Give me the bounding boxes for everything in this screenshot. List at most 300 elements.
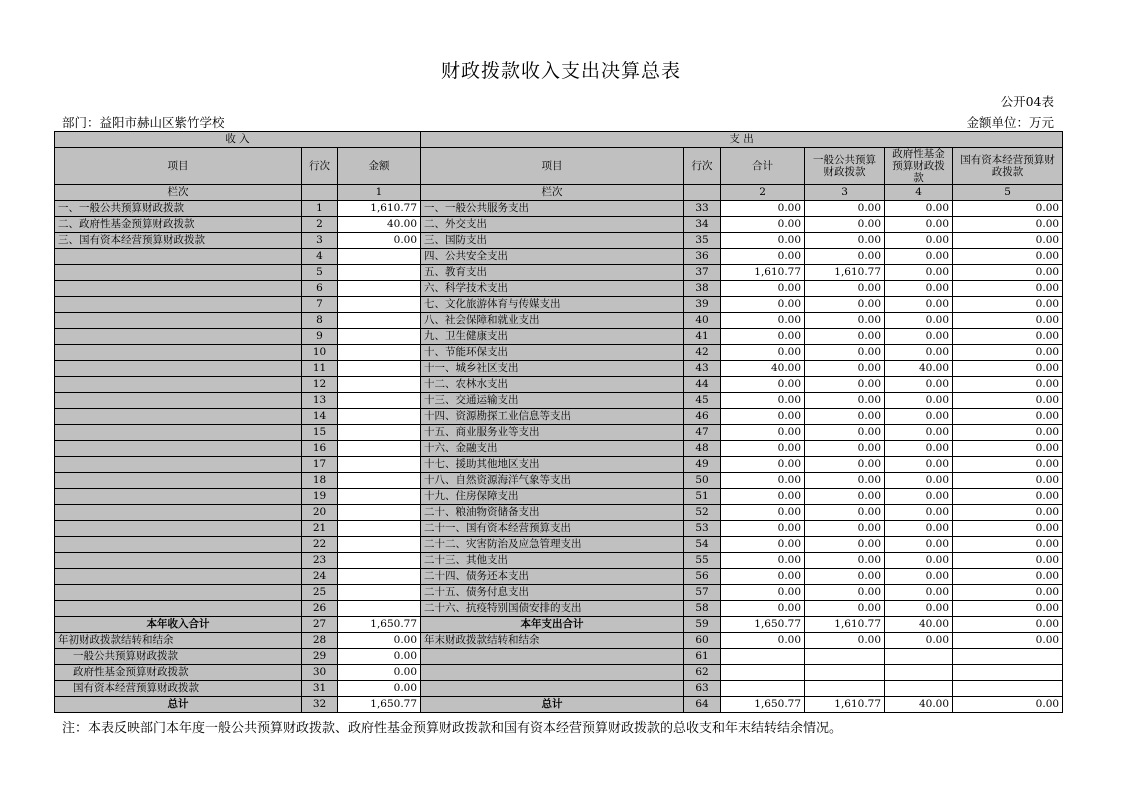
income-row-no-cell: 15 — [302, 425, 338, 441]
income-item-cell — [55, 361, 302, 377]
expense-row-no-cell: 50 — [684, 473, 721, 489]
income-row-no-cell: 9 — [302, 329, 338, 345]
blank-cell — [721, 649, 805, 665]
blank-cell — [721, 681, 805, 697]
income-amount-cell — [338, 569, 421, 585]
blank-cell — [805, 681, 885, 697]
table-row — [55, 505, 1063, 521]
table-row — [55, 233, 1063, 249]
income-amount-cell — [338, 377, 421, 393]
expense-item-cell: 十三、交通运输支出 — [421, 393, 684, 409]
gov-fund-cell: 0.00 — [885, 601, 953, 617]
expense-total-cell: 0.00 — [721, 217, 805, 233]
gov-fund-cell: 0.00 — [885, 537, 953, 553]
general-budget-header: 一般公共预算财政拨款 — [805, 148, 885, 185]
table-row — [55, 313, 1063, 329]
expense-col-blank — [684, 185, 721, 201]
income-amount-cell — [338, 281, 421, 297]
expense-blank-item — [421, 665, 684, 681]
income-item-cell — [55, 521, 302, 537]
state-capital-cell: 0.00 — [953, 249, 1063, 265]
income-amount-cell — [338, 265, 421, 281]
table-row — [55, 377, 1063, 393]
expense-total-cell: 0.00 — [721, 569, 805, 585]
expense-total-row-no: 59 — [684, 617, 721, 633]
expense-item-cell: 二十五、债务付息支出 — [421, 585, 684, 601]
income-item-cell — [55, 249, 302, 265]
expense-grand-total-row-no: 64 — [684, 697, 721, 713]
general-budget-cell: 0.00 — [805, 521, 885, 537]
income-section-header: 收 入 — [55, 132, 421, 148]
gov-fund-cell: 0.00 — [885, 281, 953, 297]
table-row — [55, 249, 1063, 265]
expense-item-cell: 十二、农林水支出 — [421, 377, 684, 393]
expense-total-cell: 0.00 — [721, 329, 805, 345]
department-label: 部门：益阳市赫山区紫竹学校 — [62, 115, 225, 130]
expense-item-cell: 四、公共安全支出 — [421, 249, 684, 265]
column-index-row — [55, 185, 1063, 201]
income-amount-cell — [338, 441, 421, 457]
expense-row-no-cell: 37 — [684, 265, 721, 281]
expense-total-cell: 0.00 — [721, 553, 805, 569]
blank-cell — [805, 665, 885, 681]
gov-fund-cell: 0.00 — [885, 457, 953, 473]
expense-total-cell: 40.00 — [721, 361, 805, 377]
expense-row-no-header: 行次 — [684, 148, 721, 185]
carry-sub-label: 政府性基金预算财政拨款 — [55, 665, 302, 681]
income-amount-cell — [338, 601, 421, 617]
state-capital-cell: 0.00 — [953, 585, 1063, 601]
income-item-cell — [55, 489, 302, 505]
report-title: 财政拨款收入支出决算总表 — [440, 60, 681, 82]
blank-cell — [953, 681, 1063, 697]
income-item-cell — [55, 601, 302, 617]
state-capital-cell: 0.00 — [953, 297, 1063, 313]
income-amount-cell — [338, 329, 421, 345]
table-row — [55, 441, 1063, 457]
table-row — [55, 345, 1063, 361]
general-budget-cell: 0.00 — [805, 473, 885, 489]
carry-sub-amount: 0.00 — [338, 665, 421, 681]
carry-sub-amount: 0.00 — [338, 681, 421, 697]
grand-total-row — [55, 697, 1063, 713]
expense-total-label: 本年支出合计 — [421, 617, 684, 633]
expense-row-no-cell: 55 — [684, 553, 721, 569]
general-budget-cell: 0.00 — [805, 249, 885, 265]
gov-fund-cell: 0.00 — [885, 505, 953, 521]
carry-out-total: 0.00 — [721, 633, 805, 649]
annual-total-row — [55, 617, 1063, 633]
income-row-no-cell: 1 — [302, 201, 338, 217]
income-row-no-cell: 10 — [302, 345, 338, 361]
expense-row-no-cell: 38 — [684, 281, 721, 297]
general-budget-cell: 0.00 — [805, 553, 885, 569]
income-item-cell — [55, 553, 302, 569]
income-amount-cell — [338, 537, 421, 553]
carry-out-state-capital: 0.00 — [953, 633, 1063, 649]
expense-row-no-cell: 42 — [684, 345, 721, 361]
expense-item-cell: 十、节能环保支出 — [421, 345, 684, 361]
general-budget-cell: 0.00 — [805, 601, 885, 617]
gov-fund-cell: 0.00 — [885, 569, 953, 585]
general-budget-cell: 0.00 — [805, 329, 885, 345]
income-grand-total-label: 总计 — [55, 697, 302, 713]
income-total-row-no: 27 — [302, 617, 338, 633]
income-amount-cell: 1,610.77 — [338, 201, 421, 217]
income-amount-header: 金额 — [338, 148, 421, 185]
income-row-no-cell: 21 — [302, 521, 338, 537]
expense-row-no-cell: 35 — [684, 233, 721, 249]
state-capital-cell: 0.00 — [953, 201, 1063, 217]
income-amount-cell — [338, 297, 421, 313]
expense-total-cell: 0.00 — [721, 601, 805, 617]
state-capital-cell: 0.00 — [953, 329, 1063, 345]
table-row — [55, 409, 1063, 425]
table-row — [55, 393, 1063, 409]
general-budget-cell: 0.00 — [805, 313, 885, 329]
state-capital-cell: 0.00 — [953, 345, 1063, 361]
expense-item-header: 项目 — [421, 148, 684, 185]
gov-fund-cell: 0.00 — [885, 265, 953, 281]
income-item-cell: 二、政府性基金预算财政拨款 — [55, 217, 302, 233]
income-row-no-cell: 3 — [302, 233, 338, 249]
carry-sub-row-no: 31 — [302, 681, 338, 697]
expense-total-cell: 0.00 — [721, 425, 805, 441]
table-footnote: 注：本表反映部门本年度一般公共预算财政拨款、政府性基金预算财政拨款和国有资本经营预算财政拨款的总收支和年末结转结余情况。 — [62, 721, 843, 736]
gov-fund-cell: 0.00 — [885, 521, 953, 537]
expense-item-cell: 二十二、灾害防治及应急管理支出 — [421, 537, 684, 553]
income-amount-cell — [338, 393, 421, 409]
gov-fund-cell: 0.00 — [885, 473, 953, 489]
income-item-cell — [55, 393, 302, 409]
carry-out-row-no: 60 — [684, 633, 721, 649]
income-amount-cell — [338, 489, 421, 505]
table-row — [55, 361, 1063, 377]
expense-item-cell: 二十三、其他支出 — [421, 553, 684, 569]
carry-sub-row-no: 30 — [302, 665, 338, 681]
table-row — [55, 457, 1063, 473]
income-amount-cell — [338, 505, 421, 521]
expense-total-header: 合计 — [721, 148, 805, 185]
expense-item-cell: 五、教育支出 — [421, 265, 684, 281]
expense-row-no-cell: 58 — [684, 601, 721, 617]
expense-item-cell: 十八、自然资源海洋气象等支出 — [421, 473, 684, 489]
gov-fund-cell: 0.00 — [885, 425, 953, 441]
state-capital-cell: 0.00 — [953, 553, 1063, 569]
expense-total-cell: 0.00 — [721, 297, 805, 313]
gov-fund-cell: 0.00 — [885, 201, 953, 217]
income-row-no-cell: 19 — [302, 489, 338, 505]
state-capital-cell: 0.00 — [953, 281, 1063, 297]
income-row-no-cell: 16 — [302, 441, 338, 457]
state-capital-cell: 0.00 — [953, 393, 1063, 409]
general-budget-cell: 0.00 — [805, 361, 885, 377]
expense-total-general: 1,610.77 — [805, 617, 885, 633]
table-row — [55, 489, 1063, 505]
income-item-cell — [55, 313, 302, 329]
income-row-no-cell: 18 — [302, 473, 338, 489]
income-item-cell — [55, 265, 302, 281]
expense-item-cell: 二十四、债务还本支出 — [421, 569, 684, 585]
income-amount-cell — [338, 313, 421, 329]
carry-out-label: 年末财政拨款结转和结余 — [421, 633, 684, 649]
blank-cell — [953, 649, 1063, 665]
expense-row-no-cell: 48 — [684, 441, 721, 457]
table-row — [55, 329, 1063, 345]
state-capital-cell: 0.00 — [953, 537, 1063, 553]
expense-total-cell: 0.00 — [721, 521, 805, 537]
expense-item-cell: 十九、住房保障支出 — [421, 489, 684, 505]
expense-total-cell: 0.00 — [721, 441, 805, 457]
expense-total-cell: 0.00 — [721, 313, 805, 329]
income-row-no-cell: 5 — [302, 265, 338, 281]
income-row-no-cell: 17 — [302, 457, 338, 473]
expense-sub-row-no: 63 — [684, 681, 721, 697]
income-amount-cell — [338, 585, 421, 601]
expense-total-gov-fund: 40.00 — [885, 617, 953, 633]
col-index-1: 1 — [338, 185, 421, 201]
income-total-amount: 1,650.77 — [338, 617, 421, 633]
expense-row-no-cell: 52 — [684, 505, 721, 521]
expense-sub-row-no: 62 — [684, 665, 721, 681]
income-amount-cell — [338, 473, 421, 489]
income-amount-cell — [338, 553, 421, 569]
expense-item-cell: 七、文化旅游体育与传媒支出 — [421, 297, 684, 313]
expense-item-cell: 九、卫生健康支出 — [421, 329, 684, 345]
blank-cell — [953, 665, 1063, 681]
expense-total-cell: 0.00 — [721, 537, 805, 553]
income-item-cell — [55, 473, 302, 489]
table-row — [55, 201, 1063, 217]
gov-fund-cell: 0.00 — [885, 313, 953, 329]
income-item-cell — [55, 345, 302, 361]
gov-fund-cell: 0.00 — [885, 585, 953, 601]
table-row — [55, 537, 1063, 553]
expense-blank-item — [421, 681, 684, 697]
expense-total-cell: 0.00 — [721, 457, 805, 473]
state-capital-cell: 0.00 — [953, 601, 1063, 617]
expense-row-no-cell: 36 — [684, 249, 721, 265]
income-item-cell — [55, 585, 302, 601]
expense-row-no-cell: 40 — [684, 313, 721, 329]
gov-fund-cell: 0.00 — [885, 553, 953, 569]
general-budget-cell: 0.00 — [805, 393, 885, 409]
income-row-no-cell: 4 — [302, 249, 338, 265]
table-row — [55, 265, 1063, 281]
expense-total-cell: 0.00 — [721, 233, 805, 249]
expense-total-sum: 1,650.77 — [721, 617, 805, 633]
income-item-cell — [55, 329, 302, 345]
expense-section-header: 支 出 — [421, 132, 1063, 148]
general-budget-cell: 0.00 — [805, 201, 885, 217]
col-index-5: 5 — [953, 185, 1063, 201]
state-capital-cell: 0.00 — [953, 409, 1063, 425]
state-capital-cell: 0.00 — [953, 425, 1063, 441]
expense-item-cell: 十一、城乡社区支出 — [421, 361, 684, 377]
expense-row-no-cell: 54 — [684, 537, 721, 553]
carry-sub-amount: 0.00 — [338, 649, 421, 665]
income-row-no-header: 行次 — [302, 148, 338, 185]
expense-item-cell: 一、一般公共服务支出 — [421, 201, 684, 217]
expense-row-no-cell: 34 — [684, 217, 721, 233]
state-capital-cell: 0.00 — [953, 313, 1063, 329]
income-row-no-cell: 2 — [302, 217, 338, 233]
income-row-no-cell: 11 — [302, 361, 338, 377]
expense-row-no-cell: 41 — [684, 329, 721, 345]
expense-total-cell: 0.00 — [721, 377, 805, 393]
general-budget-cell: 0.00 — [805, 441, 885, 457]
expense-row-no-cell: 56 — [684, 569, 721, 585]
gov-fund-cell: 0.00 — [885, 345, 953, 361]
income-grand-total-row-no: 32 — [302, 697, 338, 713]
general-budget-cell: 0.00 — [805, 409, 885, 425]
income-amount-cell — [338, 361, 421, 377]
general-budget-cell: 0.00 — [805, 377, 885, 393]
gov-fund-cell: 40.00 — [885, 361, 953, 377]
gov-fund-cell: 0.00 — [885, 409, 953, 425]
expense-item-cell: 二十一、国有资本经营预算支出 — [421, 521, 684, 537]
income-amount-cell — [338, 409, 421, 425]
income-item-cell — [55, 425, 302, 441]
carry-sub-label: 国有资本经营预算财政拨款 — [55, 681, 302, 697]
expense-row-no-cell: 46 — [684, 409, 721, 425]
expense-row-no-cell: 51 — [684, 489, 721, 505]
expense-total-cell: 0.00 — [721, 489, 805, 505]
income-row-no-cell: 26 — [302, 601, 338, 617]
state-capital-cell: 0.00 — [953, 489, 1063, 505]
state-capital-cell: 0.00 — [953, 265, 1063, 281]
general-budget-cell: 0.00 — [805, 217, 885, 233]
state-capital-cell: 0.00 — [953, 233, 1063, 249]
col-index-2: 2 — [721, 185, 805, 201]
general-budget-cell: 0.00 — [805, 233, 885, 249]
table-row — [55, 425, 1063, 441]
gov-fund-cell: 0.00 — [885, 377, 953, 393]
income-item-cell — [55, 505, 302, 521]
income-col-label: 栏次 — [55, 185, 302, 201]
general-budget-cell: 1,610.77 — [805, 265, 885, 281]
income-amount-cell — [338, 345, 421, 361]
expense-item-cell: 八、社会保障和就业支出 — [421, 313, 684, 329]
expense-item-cell: 十七、援助其他地区支出 — [421, 457, 684, 473]
expense-item-cell: 二十六、抗疫特别国债安排的支出 — [421, 601, 684, 617]
expense-row-no-cell: 33 — [684, 201, 721, 217]
expense-grand-total-label: 总计 — [421, 697, 684, 713]
expense-row-no-cell: 53 — [684, 521, 721, 537]
income-item-cell: 一、一般公共预算财政拨款 — [55, 201, 302, 217]
amount-unit-label: 金额单位：万元 — [966, 115, 1054, 130]
expense-total-cell: 0.00 — [721, 409, 805, 425]
blank-cell — [885, 665, 953, 681]
state-capital-cell: 0.00 — [953, 521, 1063, 537]
general-budget-cell: 0.00 — [805, 345, 885, 361]
income-amount-cell — [338, 457, 421, 473]
income-row-no-cell: 22 — [302, 537, 338, 553]
income-item-cell — [55, 377, 302, 393]
general-budget-cell: 0.00 — [805, 489, 885, 505]
income-amount-cell: 0.00 — [338, 233, 421, 249]
income-item-cell: 三、国有资本经营预算财政拨款 — [55, 233, 302, 249]
gov-fund-cell: 0.00 — [885, 393, 953, 409]
table-row — [55, 217, 1063, 233]
expense-total-cell: 0.00 — [721, 585, 805, 601]
gov-fund-cell: 0.00 — [885, 297, 953, 313]
table-row — [55, 297, 1063, 313]
general-budget-cell: 0.00 — [805, 585, 885, 601]
expense-col-label: 栏次 — [421, 185, 684, 201]
expense-blank-item — [421, 649, 684, 665]
income-amount-cell: 40.00 — [338, 217, 421, 233]
carry-out-gov-fund: 0.00 — [885, 633, 953, 649]
expense-total-cell: 0.00 — [721, 393, 805, 409]
gov-fund-cell: 0.00 — [885, 441, 953, 457]
expense-sub-row-no: 61 — [684, 649, 721, 665]
gov-fund-header: 政府性基金预算财政拨款 — [885, 148, 953, 185]
blank-cell — [721, 665, 805, 681]
income-row-no-cell: 8 — [302, 313, 338, 329]
income-grand-total-amount: 1,650.77 — [338, 697, 421, 713]
gov-fund-cell: 0.00 — [885, 329, 953, 345]
expense-row-no-cell: 43 — [684, 361, 721, 377]
col-index-3: 3 — [805, 185, 885, 201]
general-budget-cell: 0.00 — [805, 457, 885, 473]
expense-grand-total-state-capital: 0.00 — [953, 697, 1063, 713]
expense-total-cell: 0.00 — [721, 201, 805, 217]
expense-item-cell: 十五、商业服务业等支出 — [421, 425, 684, 441]
carry-sub-row-no: 29 — [302, 649, 338, 665]
col-index-4: 4 — [885, 185, 953, 201]
state-capital-cell: 0.00 — [953, 441, 1063, 457]
expense-total-cell: 0.00 — [721, 473, 805, 489]
carry-sub-row — [55, 649, 1063, 665]
expense-item-cell: 三、国防支出 — [421, 233, 684, 249]
expense-row-no-cell: 49 — [684, 457, 721, 473]
carry-sub-label: 一般公共预算财政拨款 — [55, 649, 302, 665]
blank-cell — [885, 681, 953, 697]
income-item-cell — [55, 409, 302, 425]
income-item-header: 项目 — [55, 148, 302, 185]
carry-sub-row — [55, 681, 1063, 697]
income-row-no-cell: 12 — [302, 377, 338, 393]
general-budget-cell: 0.00 — [805, 505, 885, 521]
income-col-blank — [302, 185, 338, 201]
income-item-cell — [55, 281, 302, 297]
expense-item-cell: 六、科学技术支出 — [421, 281, 684, 297]
gov-fund-cell: 0.00 — [885, 233, 953, 249]
table-row — [55, 521, 1063, 537]
income-total-label: 本年收入合计 — [55, 617, 302, 633]
table-row — [55, 553, 1063, 569]
income-row-no-cell: 7 — [302, 297, 338, 313]
carry-in-row-no: 28 — [302, 633, 338, 649]
carry-out-general: 0.00 — [805, 633, 885, 649]
table-row — [55, 601, 1063, 617]
income-item-cell — [55, 441, 302, 457]
blank-cell — [885, 649, 953, 665]
income-row-no-cell: 20 — [302, 505, 338, 521]
expense-grand-total-sum: 1,650.77 — [721, 697, 805, 713]
expense-row-no-cell: 44 — [684, 377, 721, 393]
expense-row-no-cell: 39 — [684, 297, 721, 313]
expense-total-cell: 0.00 — [721, 249, 805, 265]
income-item-cell — [55, 297, 302, 313]
carry-in-amount: 0.00 — [338, 633, 421, 649]
column-header-row — [55, 148, 1063, 185]
income-amount-cell — [338, 249, 421, 265]
state-capital-cell: 0.00 — [953, 473, 1063, 489]
expense-item-cell: 二、外交支出 — [421, 217, 684, 233]
gov-fund-cell: 0.00 — [885, 249, 953, 265]
